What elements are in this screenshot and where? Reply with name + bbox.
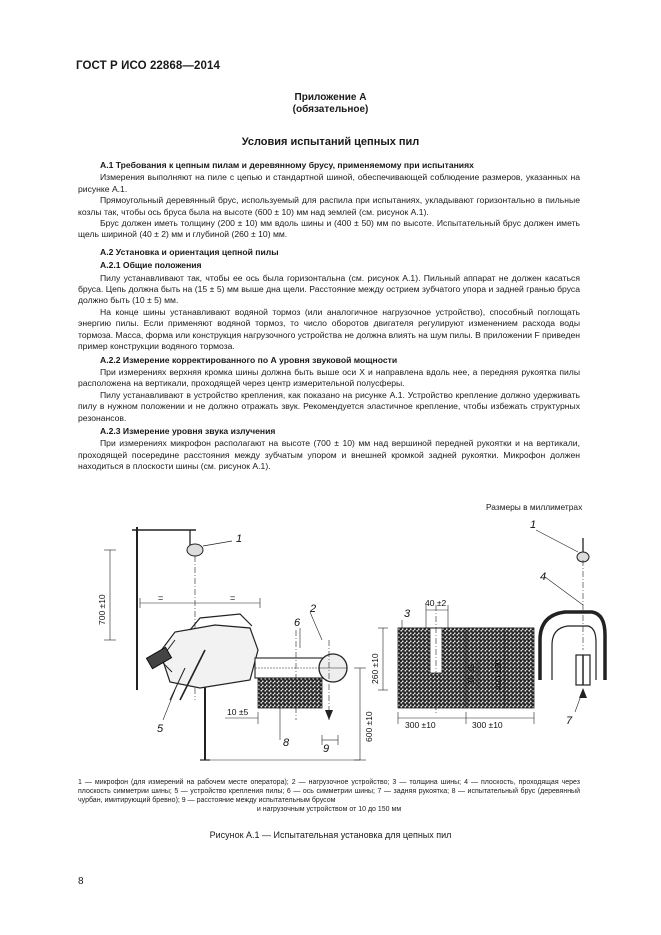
dim-260: 260 ±10 [370,653,380,684]
paragraph: Измерения выполняют на пиле с цепью и стандартной шиной, обеспечивающей соблюдение размеров, указанных на рисунке А.1. [78,172,580,194]
units-note: Размеры в миллиметрах [486,502,583,512]
figure-legend [78,778,580,814]
legend-text: 1 — микрофон (для измерений на рабочем месте оператора); 2 — нагрузочное устройство; 3 — толщина шины; 4 — плоскость, проходящая через плоскость симметрии шины; 5 — устройство крепления пилы; 6 — ось симметрии шины; 7 — задняя рукоятка; 8 — испытательный брус (деревянный чурбан, имитирующий бревно); 9 — расстояние между испытательным брусом [78,779,580,804]
label-9: 9 [323,743,330,755]
annex-status: (обязательное) [292,104,369,115]
dim-300-a: 300 ±10 [405,720,436,730]
label-7: 7 [566,715,573,727]
label-8: 8 [283,737,290,749]
dim-eq-1: = [158,593,164,603]
legend-text-last: и нагрузочным устройством от 10 до 150 мм [256,806,402,813]
chainsaw-body [160,625,258,688]
label-1: 1 [236,533,243,545]
main-title: Условия испытаний цепных пил [241,136,420,148]
paragraph: При измерениях микрофон располагают на высоте (700 ± 10) мм над вершиной передней рукоятки и на вертикали, проходящей посередине расстояния между зубчатым упором и внешней кромкой задней рукоятки. Микрофон должен находиться в плоскости шины (см. рисунок А.1). [78,438,580,472]
dim-15: 15 ±5 [467,664,476,684]
dim-10: 10 ±5 [227,707,249,717]
label-5: 5 [157,723,164,735]
standard-header: ГОСТ Р ИСО 22868—2014 [76,60,221,72]
section-a21-heading: А.2.1 Общие положения [100,260,202,271]
paragraph: Брус должен иметь толщину (200 ± 10) мм вдоль шины и (400 ± 50) мм по высоте. Испытательный брус должен иметь щель шириной (40 ± 2) мм и глубиной (260 ± 10) мм. [78,218,580,240]
section-a1-heading: А.1 Требования к цепным пилам и деревянному брусу, применяемому при испытаниях [100,160,474,170]
microphone-icon [187,544,203,556]
label-6: 6 [294,617,301,629]
label-2: 2 [310,603,317,615]
dim-700: 700 ±10 [97,594,107,625]
annex-title: Приложение А [294,92,367,103]
page-number: 8 [78,876,84,887]
label-3: 3 [404,608,411,620]
handle-frame [540,612,605,680]
label-1-right: 1 [530,519,537,531]
paragraph: Пилу устанавливают в устройство крепления, как показано на рисунке А.1. Устройство крепление должно удерживать пилу в нужном положении и не должно отражать звук. Рекомендуется эластичное крепление, чтобы избежать структурных резонансов. [78,389,580,423]
dim-300-b: 300 ±10 [472,720,503,730]
figure-caption: Рисунок А.1 — Испытательная установка для цепных пил [209,830,452,840]
dim-400: 400 ±50 [493,659,503,690]
paragraph: На конце шины устанавливают водяной тормоз (или аналогичное нагрузочное устройство), способный поглощать энергию пилы. Если применяют водяной тормоз, то число оборотов двигателя регулируют изменением расхода воды тормоза. Масса, форма или конструкция нагрузочного устройства не должна влиять на шум пилы. В приложении F приведен пример конструкции водяного тормоза. [78,306,580,352]
dim-eq-2: = [230,593,236,603]
paragraph: При измерениях верхняя кромка шины должна быть выше оси X и направлена вдоль нее, а передняя рукоятка пилы расположена на вертикали, проходящей через центр измерительной полусферы. [78,366,580,389]
section-a2-heading: А.2 Установка и ориентация цепной пилы [100,246,279,257]
test-block [258,678,322,708]
paragraph: Прямоугольный деревянный брус, используемый для распила при испытаниях, укладывают горизонтально в пильные козлы так, чтобы ось бруса была на высоте (600 ± 10) мм над землей (см. рисунок А.1). [78,195,580,217]
section-a22-heading: А.2.2 Измерение корректированного по А уровня звуковой мощности [100,354,398,365]
label-4: 4 [540,571,547,583]
dim-600: 600 ±10 [364,711,374,742]
paragraph: Пилу устанавливают так, чтобы ее ось была горизонтальна (см. рисунок А.1). Пильный аппарат не должен касаться бруса. Цепь должна быть на (15 ± 5) мм выше дна щели. Расстояние между острием зубчатого упора и задней гранью бруса должно быть (10 ± 5) мм. [78,272,580,306]
section-a23-heading: А.2.3 Измерение уровня звука излучения [100,425,276,436]
dim-40: 40 ±2 [425,598,447,608]
